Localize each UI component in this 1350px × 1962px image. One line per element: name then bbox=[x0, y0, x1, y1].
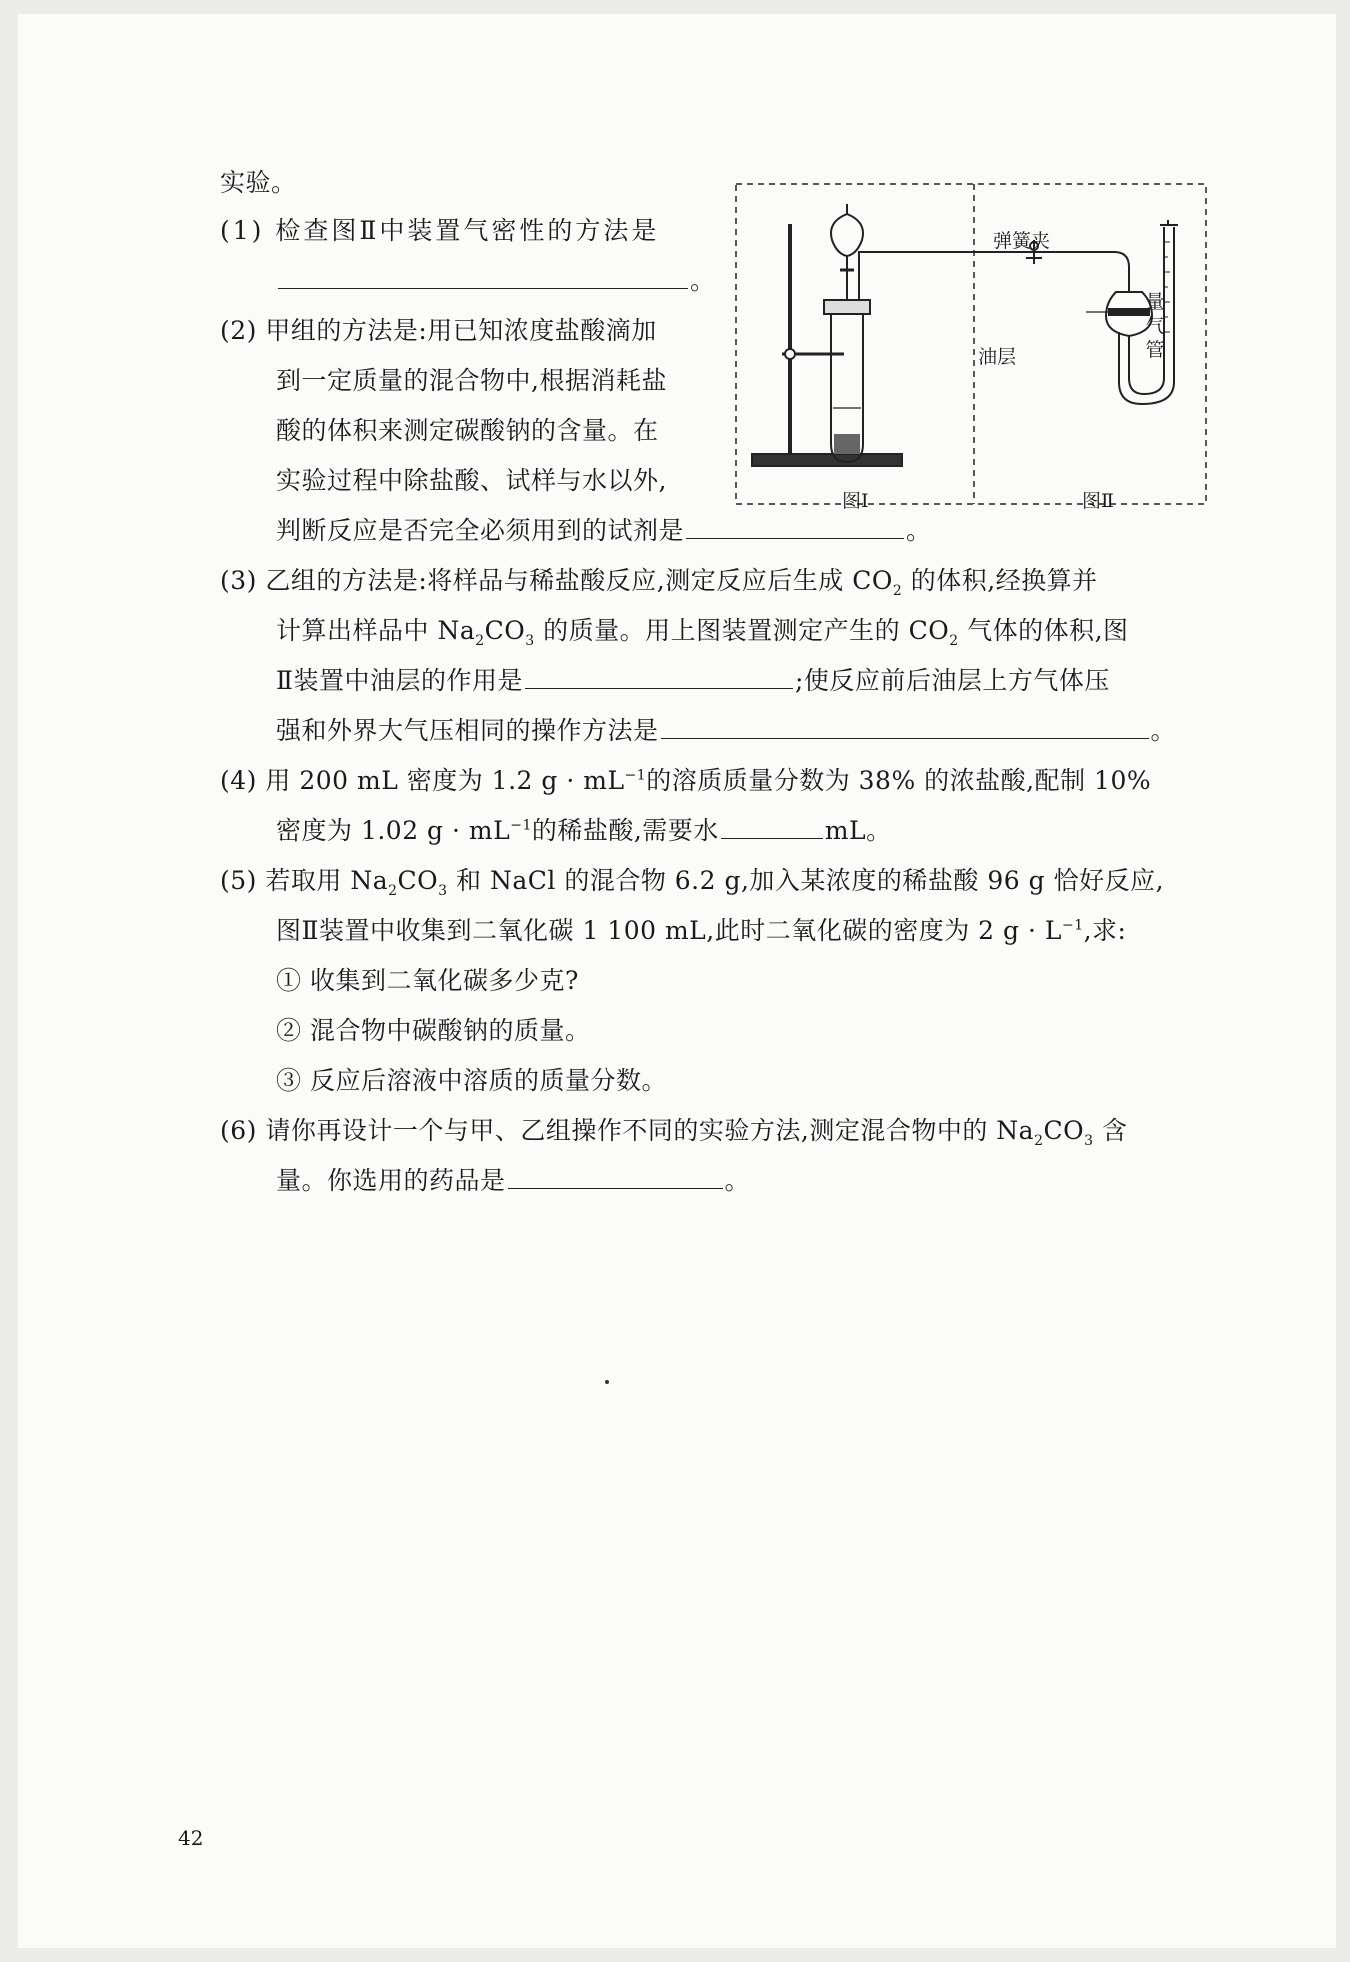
clamp-boss bbox=[785, 349, 795, 359]
q3-oil-role-blank[interactable] bbox=[525, 664, 793, 689]
question-2-line-1: (2) 甲组的方法是:用已知浓度盐酸滴加 bbox=[220, 316, 657, 345]
top-line: 实验。 bbox=[220, 168, 297, 197]
spring-clip-label: 弹簧夹 bbox=[993, 230, 1051, 252]
q2-number: (2) bbox=[220, 316, 257, 345]
q4-number: (4) bbox=[220, 766, 257, 795]
q1-answer-blank[interactable] bbox=[278, 264, 688, 289]
q6-number: (6) bbox=[220, 1116, 257, 1145]
tube-sample bbox=[834, 434, 860, 454]
gas-tube-label: 量气管 bbox=[1145, 291, 1165, 361]
question-4-line-2: 密度为 1.02 $g \cdot mL^{-1}$的稀盐酸,需要水 mL。 bbox=[276, 816, 892, 845]
question-2-line-5: 判断反应是否完全必须用到的试剂是 。 bbox=[276, 516, 932, 545]
question-3-line-4: 强和外界大气压相同的操作方法是 。 bbox=[276, 716, 1177, 745]
q5-number: (5) bbox=[220, 866, 257, 895]
q6-reagent-blank[interactable] bbox=[508, 1164, 723, 1189]
question-2-line-3: 酸的体积来测定碳酸钠的含量。在 bbox=[276, 416, 659, 445]
question-3-line-3: Ⅱ装置中油层的作用是 ;使反应前后油层上方气体压 bbox=[276, 666, 1110, 695]
question-4-line-1: (4) 用 200 mL 密度为 1.2 $g \cdot mL^{-1}$的溶质质量分数为 38% 的浓盐酸,配制 10% bbox=[220, 766, 1152, 795]
apparatus-figure bbox=[734, 182, 1212, 522]
question-5-sub-3: ③ 反应后溶液中溶质的质量分数。 bbox=[276, 1066, 667, 1095]
question-5-line-1: (5) 若取用 $Na_2CO_3$ 和 NaCl 的混合物 6.2 g,加入某浓度的稀盐酸 96 g 恰好反应, bbox=[220, 866, 1165, 899]
question-6-line-1: (6) 请你再设计一个与甲、乙组操作不同的实验方法,测定混合物中的 $Na_2CO_3$ 含 bbox=[220, 1116, 1128, 1149]
stopper bbox=[824, 300, 870, 314]
q3-operation-blank[interactable] bbox=[661, 714, 1149, 739]
q4-water-volume-blank[interactable] bbox=[721, 814, 823, 839]
figure-1-caption: 图Ⅰ bbox=[842, 490, 869, 512]
question-3-line-1: (3) 乙组的方法是:将样品与稀盐酸反应,测定反应后生成 $CO_2$ 的体积,经换算并 bbox=[220, 566, 1098, 599]
dot-mark bbox=[605, 1380, 609, 1384]
page bbox=[18, 14, 1336, 1948]
question-3-line-2: 计算出样品中 $Na_2CO_3$ 的质量。用上图装置测定产生的 $CO_2$ 气体的体积,图 bbox=[276, 616, 1129, 649]
question-2-line-4: 实验过程中除盐酸、试样与水以外, bbox=[276, 466, 667, 495]
separatory-funnel bbox=[831, 214, 863, 256]
question-5-line-2: 图Ⅱ装置中收集到二氧化碳 1 100 mL,此时二氧化碳的密度为 2 $g \cdot L^{-1}$,求: bbox=[276, 916, 1127, 945]
q1-text: 检查图Ⅱ中装置气密性的方法是 bbox=[275, 216, 660, 245]
question-2-line-2: 到一定质量的混合物中,根据消耗盐 bbox=[276, 366, 667, 395]
page-number: 42 bbox=[178, 1826, 204, 1850]
question-1-line-2: 。 bbox=[276, 264, 716, 298]
question-5-sub-1: ① 收集到二氧化碳多少克? bbox=[276, 966, 579, 995]
q3-number: (3) bbox=[220, 566, 257, 595]
q1-number: (1) bbox=[220, 216, 265, 245]
question-1-line-1 bbox=[220, 214, 659, 248]
question-6-line-2: 量。你选用的药品是 。 bbox=[276, 1166, 751, 1195]
question-5-sub-2: ② 混合物中碳酸钠的质量。 bbox=[276, 1016, 591, 1045]
delivery-tube bbox=[859, 252, 1129, 300]
figure-2-caption: 图Ⅱ bbox=[1082, 490, 1114, 512]
stand-base bbox=[752, 454, 902, 466]
oil-layer-label: 油层 bbox=[978, 346, 1017, 368]
